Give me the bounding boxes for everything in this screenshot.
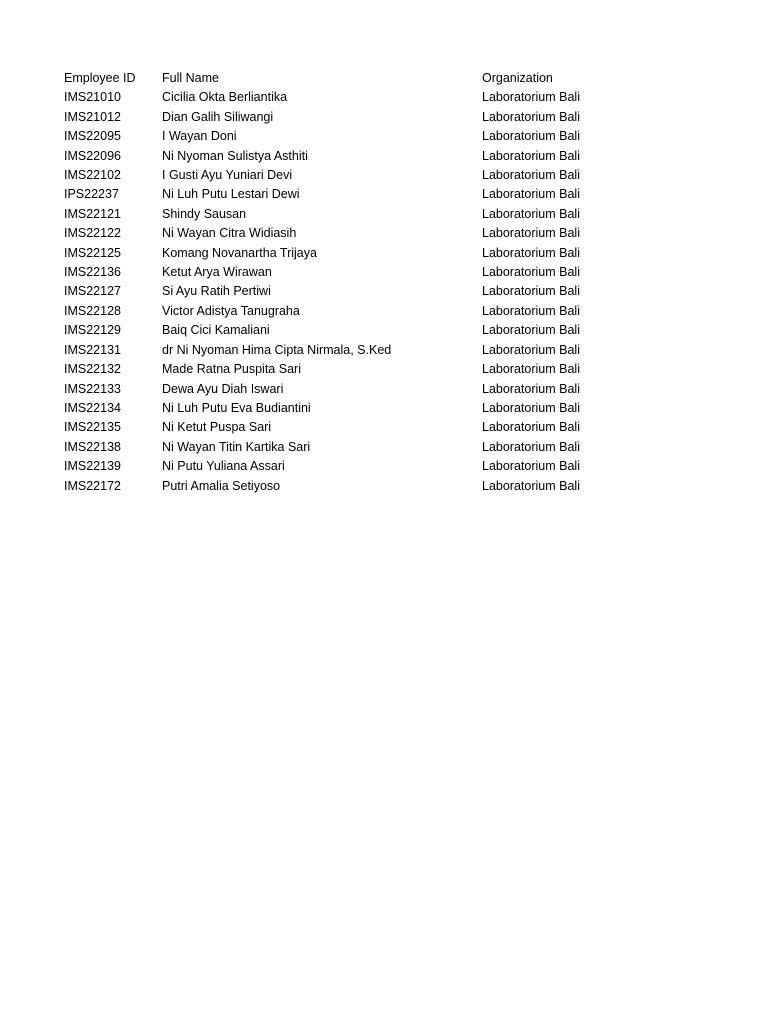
employee-id-cell: IMS22136 xyxy=(64,265,121,280)
full-name-cell: Ni Luh Putu Lestari Dewi xyxy=(162,187,300,202)
employee-id-cell: IMS22138 xyxy=(64,439,121,454)
table-row xyxy=(64,341,602,360)
organization-cell: Laboratorium Bali xyxy=(482,265,580,280)
table-row xyxy=(64,438,602,457)
full-name-cell: Ni Ketut Puspa Sari xyxy=(162,420,272,435)
full-name-cell: I Wayan Doni xyxy=(162,129,237,144)
employee-table xyxy=(64,69,602,496)
employee-id-cell: IMS22102 xyxy=(64,168,121,183)
table-row xyxy=(64,205,602,224)
table-row xyxy=(64,263,602,282)
table-row xyxy=(64,127,602,146)
full-name-cell: Ni Wayan Citra Widiasih xyxy=(162,226,297,241)
organization-cell: Laboratorium Bali xyxy=(482,284,580,299)
employee-id-cell: IMS22135 xyxy=(64,420,121,435)
table-row xyxy=(64,166,602,185)
employee-id-cell: IMS22096 xyxy=(64,148,121,163)
full-name-cell: Si Ayu Ratih Pertiwi xyxy=(162,284,271,299)
column-header-full-name: Full Name xyxy=(162,71,219,85)
full-name-cell: Putri Amalia Setiyoso xyxy=(162,478,281,493)
employee-id-cell: IMS21010 xyxy=(64,90,121,105)
employee-id-cell: IMS22125 xyxy=(64,245,121,260)
employee-id-cell: IMS22133 xyxy=(64,381,121,396)
employee-id-cell: IPS22237 xyxy=(64,187,119,202)
full-name-cell: Ni Putu Yuliana Assari xyxy=(162,459,285,474)
full-name-cell: Dewa Ayu Diah Iswari xyxy=(162,381,284,396)
table-header xyxy=(64,69,602,88)
employee-id-cell: IMS22131 xyxy=(64,342,121,357)
organization-cell: Laboratorium Bali xyxy=(482,459,580,474)
full-name-cell: Dian Galih Siliwangi xyxy=(162,109,274,124)
full-name-cell: Ketut Arya Wirawan xyxy=(162,265,272,280)
organization-cell: Laboratorium Bali xyxy=(482,90,580,105)
column-header-organization: Organization xyxy=(482,71,553,85)
organization-cell: Laboratorium Bali xyxy=(482,362,580,377)
employee-id-cell: IMS21012 xyxy=(64,109,121,124)
full-name-cell: Victor Adistya Tanugraha xyxy=(162,303,300,318)
table-row xyxy=(64,360,602,379)
table-row xyxy=(64,244,602,263)
full-name-cell: Ni Luh Putu Eva Budiantini xyxy=(162,400,311,415)
organization-cell: Laboratorium Bali xyxy=(482,206,580,221)
organization-cell: Laboratorium Bali xyxy=(482,245,580,260)
organization-cell: Laboratorium Bali xyxy=(482,381,580,396)
employee-id-cell: IMS22121 xyxy=(64,206,121,221)
table-row xyxy=(64,88,602,107)
column-header-employee-id: Employee ID xyxy=(64,71,136,85)
employee-id-cell: IMS22139 xyxy=(64,459,121,474)
organization-cell: Laboratorium Bali xyxy=(482,342,580,357)
full-name-cell: Ni Nyoman Sulistya Asthiti xyxy=(162,148,308,163)
full-name-cell: Ni Wayan Titin Kartika Sari xyxy=(162,439,311,454)
full-name-cell: dr Ni Nyoman Hima Cipta Nirmala, S.Ked xyxy=(162,342,392,357)
organization-cell: Laboratorium Bali xyxy=(482,420,580,435)
organization-cell: Laboratorium Bali xyxy=(482,226,580,241)
organization-cell: Laboratorium Bali xyxy=(482,439,580,454)
employee-id-cell: IMS22095 xyxy=(64,129,121,144)
full-name-cell: Baiq Cici Kamaliani xyxy=(162,323,270,338)
organization-cell: Laboratorium Bali xyxy=(482,400,580,415)
organization-cell: Laboratorium Bali xyxy=(482,148,580,163)
organization-cell: Laboratorium Bali xyxy=(482,303,580,318)
employee-id-cell: IMS22172 xyxy=(64,478,121,493)
table-header-row xyxy=(64,69,602,88)
table-row xyxy=(64,224,602,243)
table-row xyxy=(64,418,602,437)
full-name-cell: Cicilia Okta Berliantika xyxy=(162,90,288,105)
full-name-cell: Komang Novanartha Trijaya xyxy=(162,245,317,260)
employee-id-cell: IMS22129 xyxy=(64,323,121,338)
full-name-cell: Made Ratna Puspita Sari xyxy=(162,362,301,377)
full-name-cell: I Gusti Ayu Yuniari Devi xyxy=(162,168,293,183)
employee-id-cell: IMS22127 xyxy=(64,284,121,299)
organization-cell: Laboratorium Bali xyxy=(482,478,580,493)
employee-id-cell: IMS22132 xyxy=(64,362,121,377)
table-row xyxy=(64,321,602,340)
table-row xyxy=(64,399,602,418)
table-row xyxy=(64,185,602,204)
table-row xyxy=(64,477,602,496)
organization-cell: Laboratorium Bali xyxy=(482,168,580,183)
table-row xyxy=(64,282,602,301)
organization-cell: Laboratorium Bali xyxy=(482,323,580,338)
employee-id-cell: IMS22134 xyxy=(64,400,121,415)
organization-cell: Laboratorium Bali xyxy=(482,109,580,124)
employee-id-cell: IMS22128 xyxy=(64,303,121,318)
full-name-cell: Shindy Sausan xyxy=(162,206,247,221)
table-row xyxy=(64,147,602,166)
table-row xyxy=(64,380,602,399)
employee-id-cell: IMS22122 xyxy=(64,226,121,241)
table-row xyxy=(64,302,602,321)
table-body xyxy=(64,88,602,496)
organization-cell: Laboratorium Bali xyxy=(482,187,580,202)
table-row xyxy=(64,108,602,127)
table-row xyxy=(64,457,602,476)
organization-cell: Laboratorium Bali xyxy=(482,129,580,144)
